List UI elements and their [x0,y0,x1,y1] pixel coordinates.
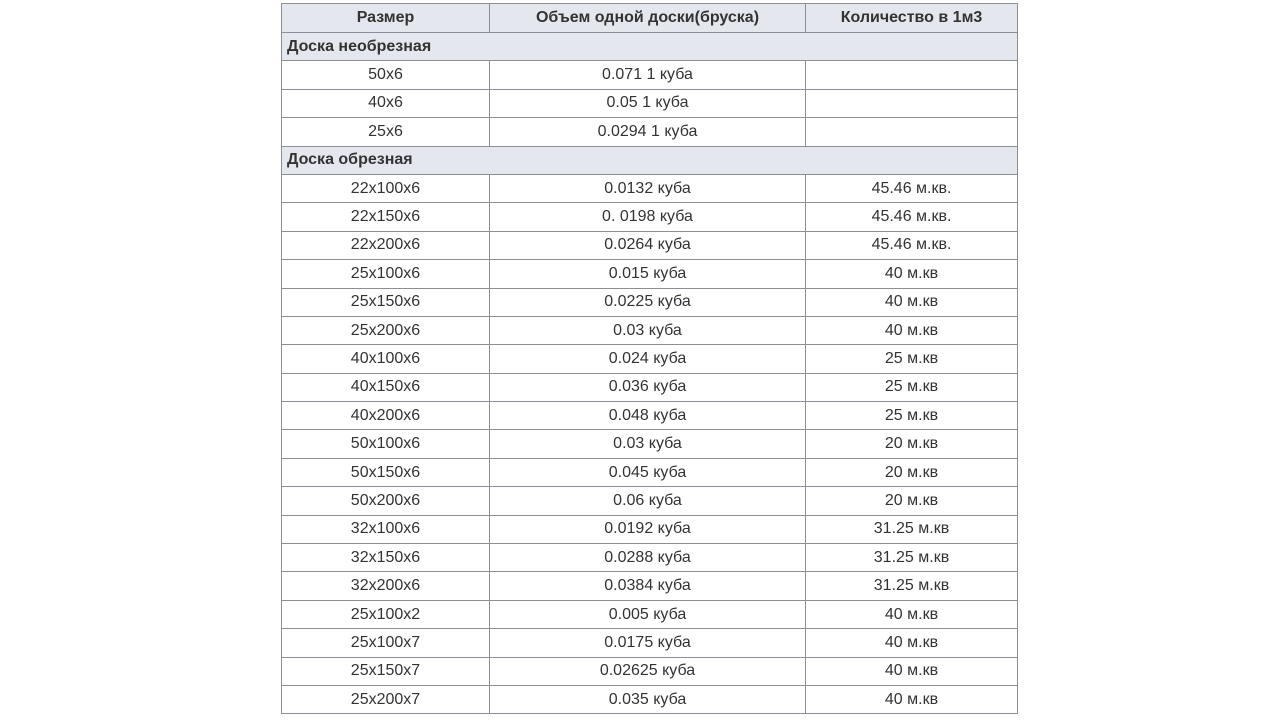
cell-size: 32х200х6 [282,572,490,600]
cell-quantity: 20 м.кв [806,458,1018,486]
cell-volume: 0.045 куба [490,458,806,486]
section-header-row [282,146,1018,174]
cell-quantity [806,89,1018,117]
cell-size: 25х150х7 [282,657,490,685]
header-volume: Объем одной доски(бруска) [490,4,806,33]
header-quantity: Количество в 1м3 [806,4,1018,33]
cell-volume: 0.024 куба [490,345,806,373]
lumber-volume-table [281,3,1018,714]
cell-size: 22х200х6 [282,231,490,259]
table-row [282,402,1018,430]
cell-quantity: 31.25 м.кв [806,544,1018,572]
table-row [282,458,1018,486]
cell-volume: 0.06 куба [490,487,806,515]
table-row [282,316,1018,344]
table-row [282,572,1018,600]
cell-quantity: 20 м.кв [806,430,1018,458]
cell-size: 40х200х6 [282,402,490,430]
cell-volume: 0.05 1 куба [490,89,806,117]
lumber-table-container [281,3,1017,714]
cell-volume: 0.0192 куба [490,515,806,543]
table-row [282,174,1018,202]
cell-size: 25х100х2 [282,600,490,628]
table-row [282,685,1018,713]
cell-size: 25х150х6 [282,288,490,316]
table-row [282,544,1018,572]
cell-quantity: 40 м.кв [806,260,1018,288]
cell-quantity [806,118,1018,146]
section-header-row [282,33,1018,61]
cell-quantity: 25 м.кв [806,402,1018,430]
table-row [282,61,1018,89]
cell-size: 22х100х6 [282,174,490,202]
cell-volume: 0.0264 куба [490,231,806,259]
table-header-row [282,4,1018,33]
cell-quantity: 45.46 м.кв. [806,231,1018,259]
table-row [282,629,1018,657]
cell-size: 40х6 [282,89,490,117]
cell-volume: 0.036 куба [490,373,806,401]
cell-quantity: 45.46 м.кв. [806,203,1018,231]
table-row [282,345,1018,373]
section-title: Доска необрезная [282,33,1018,61]
cell-size: 25х100х7 [282,629,490,657]
table-row [282,657,1018,685]
cell-quantity: 25 м.кв [806,345,1018,373]
cell-volume: 0.048 куба [490,402,806,430]
cell-size: 40х100х6 [282,345,490,373]
cell-size: 50х100х6 [282,430,490,458]
header-size: Размер [282,4,490,33]
cell-size: 25х200х7 [282,685,490,713]
table-row [282,89,1018,117]
cell-volume: 0.0175 куба [490,629,806,657]
cell-volume: 0.015 куба [490,260,806,288]
cell-volume: 0.005 куба [490,600,806,628]
cell-size: 50х200х6 [282,487,490,515]
cell-size: 25х100х6 [282,260,490,288]
cell-size: 25х6 [282,118,490,146]
cell-volume: 0.03 куба [490,316,806,344]
cell-volume: 0.071 1 куба [490,61,806,89]
cell-volume: 0.0225 куба [490,288,806,316]
cell-size: 50х6 [282,61,490,89]
cell-size: 40х150х6 [282,373,490,401]
cell-volume: 0.0384 куба [490,572,806,600]
cell-quantity: 40 м.кв [806,629,1018,657]
cell-volume: 0.035 куба [490,685,806,713]
cell-quantity: 40 м.кв [806,657,1018,685]
table-row [282,600,1018,628]
table-row [282,288,1018,316]
table-row [282,487,1018,515]
cell-quantity: 25 м.кв [806,373,1018,401]
cell-size: 22х150х6 [282,203,490,231]
cell-volume: 0.0132 куба [490,174,806,202]
cell-quantity: 40 м.кв [806,685,1018,713]
cell-quantity [806,61,1018,89]
cell-volume: 0.0294 1 куба [490,118,806,146]
table-row [282,260,1018,288]
cell-quantity: 40 м.кв [806,316,1018,344]
cell-volume: 0.02625 куба [490,657,806,685]
cell-quantity: 40 м.кв [806,288,1018,316]
cell-size: 32х150х6 [282,544,490,572]
cell-volume: 0.0288 куба [490,544,806,572]
table-row [282,373,1018,401]
cell-quantity: 45.46 м.кв. [806,174,1018,202]
cell-quantity: 31.25 м.кв [806,572,1018,600]
cell-size: 25х200х6 [282,316,490,344]
cell-quantity: 20 м.кв [806,487,1018,515]
cell-volume: 0. 0198 куба [490,203,806,231]
cell-quantity: 40 м.кв [806,600,1018,628]
cell-quantity: 31.25 м.кв [806,515,1018,543]
cell-size: 50х150х6 [282,458,490,486]
table-row [282,203,1018,231]
table-row [282,515,1018,543]
cell-size: 32х100х6 [282,515,490,543]
section-title: Доска обрезная [282,146,1018,174]
table-row [282,430,1018,458]
cell-volume: 0.03 куба [490,430,806,458]
table-body [282,33,1018,714]
table-row [282,231,1018,259]
table-row [282,118,1018,146]
